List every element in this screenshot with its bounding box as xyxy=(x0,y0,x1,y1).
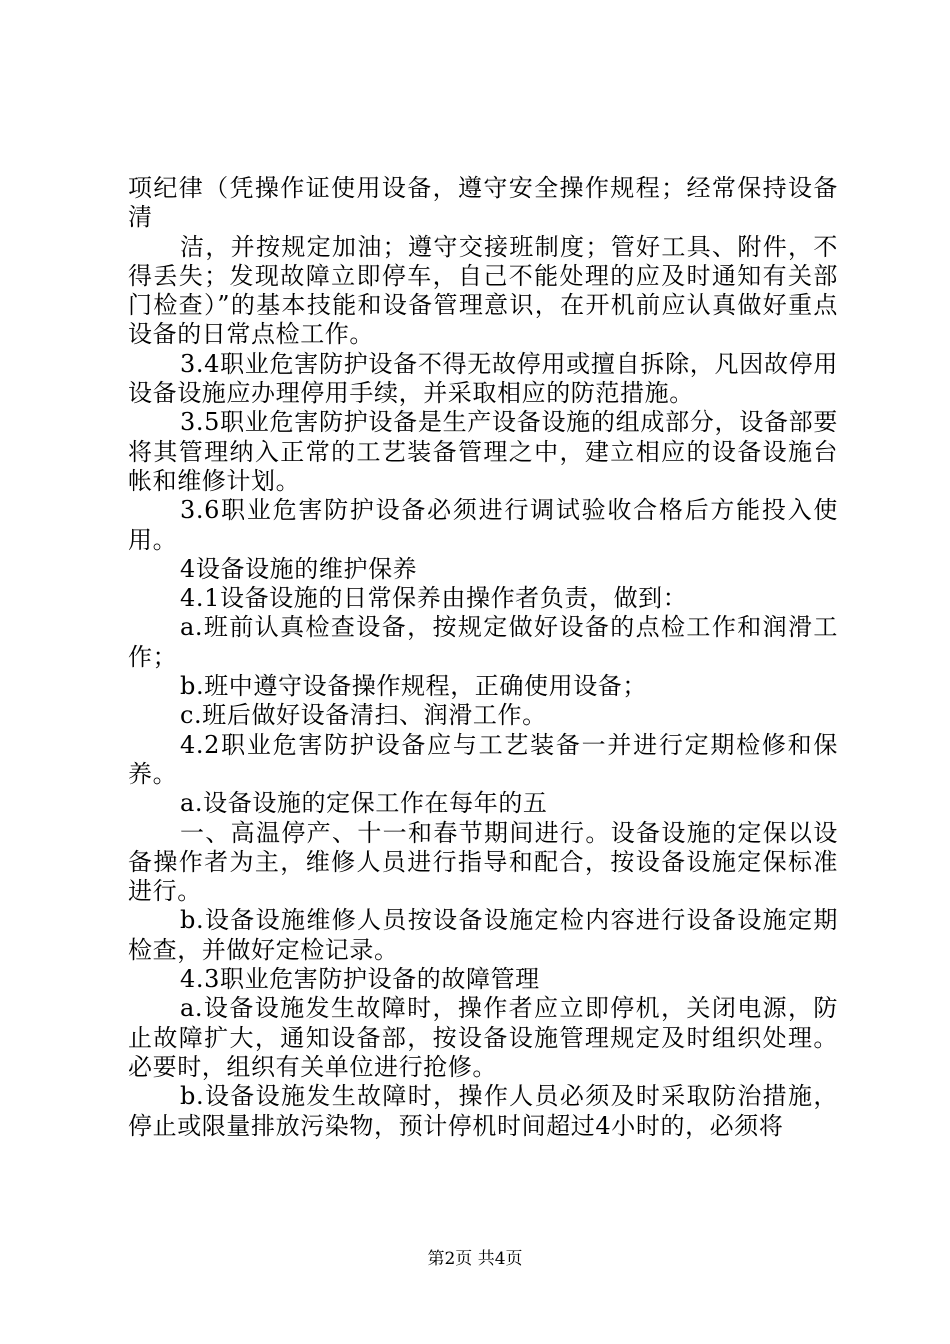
page-number-footer: 第2页 共4页 xyxy=(427,1249,523,1269)
paragraph: 3.6职业危害防护设备必须进行调试验收合格后方能投入使用。 xyxy=(128,496,838,554)
paragraph: 3.5职业危害防护设备是生产设备设施的组成部分，设备部要将其管理纳入正常的工艺装备管理之中，建立相应的设备设施台帐和维修计划。 xyxy=(128,408,838,495)
paragraph: 项纪律（凭操作证使用设备，遵守安全操作规程；经常保持设备清 xyxy=(128,174,838,232)
document-body xyxy=(128,174,838,1141)
paragraph: 4.1设备设施的日常保养由操作者负责，做到： xyxy=(180,584,688,613)
section-heading: 4设备设施的维护保养 xyxy=(180,554,418,583)
paragraph: 一、高温停产、十一和春节期间进行。设备设施的定保以设备操作者为主，维修人员进行指导和配合，按设备设施定保标准进行。 xyxy=(128,818,838,906)
paragraph: 3.4职业危害防护设备不得无故停用或擅自拆除，凡因故停用设备设施应办理停用手续，并采取相应的防范措施。 xyxy=(128,349,838,408)
paragraph: 洁，并按规定加油；遵守交接班制度；管好工具、附件，不得丢失；发现故障立即停车，自己不能处理的应及时通知有关部门检查）”的基本技能和设备管理意识，在开机前应认真做好重点设备的日常点检工作。 xyxy=(128,232,838,349)
paragraph: 4.2职业危害防护设备应与工艺装备一并进行定期检修和保养。 xyxy=(128,730,838,788)
list-item: c.班后做好设备清扫、润滑工作。 xyxy=(180,701,547,730)
list-item: b.设备设施维修人员按设备设施定检内容进行设备设施定期检查，并做好定检记录。 xyxy=(128,906,838,964)
list-item: b.班中遵守设备操作规程，正确使用设备； xyxy=(180,672,647,701)
list-item: b.设备设施发生故障时，操作人员必须及时采取防治措施，停止或限量排放污染物，预计停机时间超过4小时的，必须将 xyxy=(128,1082,838,1140)
section-heading: 4.3职业危害防护设备的故障管理 xyxy=(180,965,540,994)
list-item: a.班前认真检查设备，按规定做好设备的点检工作和润滑工作； xyxy=(128,613,838,671)
list-item: a.设备设施发生故障时，操作者应立即停机，关闭电源，防止故障扩大，通知设备部，按设备设施管理规定及时组织处理。必要时，组织有关单位进行抢修。 xyxy=(128,994,838,1081)
list-item: a.设备设施的定保工作在每年的五 xyxy=(180,789,548,818)
